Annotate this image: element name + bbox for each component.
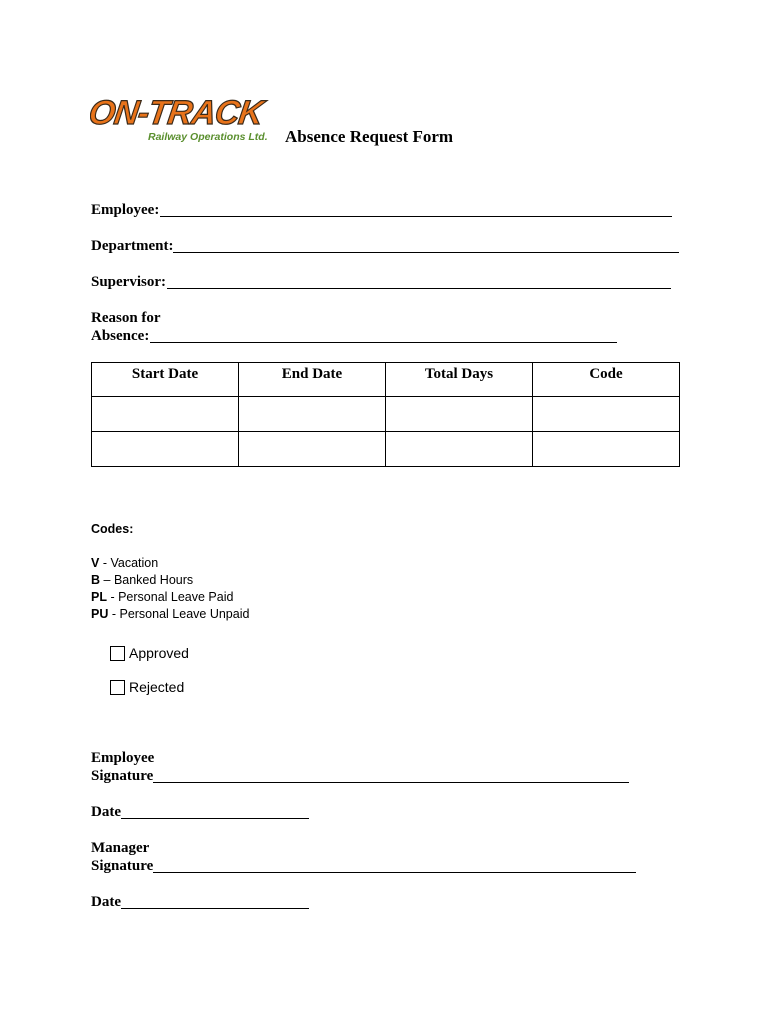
code-key: B: [91, 573, 101, 587]
code-sep: –: [100, 573, 114, 587]
code-desc: Personal Leave Unpaid: [119, 607, 250, 621]
supervisor-label: Supervisor:: [91, 274, 166, 290]
manager-signature-label-line1: Manager: [91, 840, 150, 856]
rejected-label: Rejected: [129, 679, 185, 695]
table-row: [92, 397, 680, 432]
header-total-days: Total Days: [386, 363, 533, 397]
cell-end-date[interactable]: [239, 432, 386, 467]
code-sep: -: [99, 556, 111, 570]
code-key: PU: [91, 607, 109, 621]
rejected-checkbox[interactable]: [110, 680, 125, 695]
code-item-vacation: [91, 555, 249, 572]
svg-text:Railway Operations Ltd.: Railway Operations Ltd.: [148, 131, 268, 143]
department-label: Department:: [91, 238, 174, 254]
header-start-date: Start Date: [92, 363, 239, 397]
employee-signature-label-line2: Signature: [91, 768, 154, 784]
code-key: V: [91, 556, 100, 570]
header-end-date: End Date: [239, 363, 386, 397]
reason-input-line[interactable]: [150, 342, 617, 343]
code-sep: -: [108, 607, 120, 621]
approved-label: Approved: [129, 645, 189, 661]
reason-label-line1: Reason for: [91, 310, 161, 326]
supervisor-input-line[interactable]: [167, 288, 671, 289]
employee-signature-line[interactable]: [153, 782, 629, 783]
table-row: [92, 432, 680, 467]
date-label: Date: [91, 804, 121, 820]
cell-start-date[interactable]: [92, 397, 239, 432]
code-item-personal-leave-unpaid: [91, 606, 249, 623]
code-desc: Personal Leave Paid: [118, 590, 234, 604]
cell-end-date[interactable]: [239, 397, 386, 432]
manager-signature-line[interactable]: [153, 872, 636, 873]
svg-text:ON-TRACK: ON-TRACK: [90, 94, 265, 132]
reason-label-line2: Absence:: [91, 328, 150, 344]
rejected-checkbox-row[interactable]: [110, 679, 184, 695]
date-label: Date: [91, 894, 121, 910]
code-item-personal-leave-paid: [91, 589, 249, 606]
cell-total-days[interactable]: [386, 432, 533, 467]
on-track-logo-graphic: [90, 92, 285, 144]
code-key: PL: [91, 590, 107, 604]
employee-input-line[interactable]: [160, 216, 672, 217]
form-title: Absence Request Form: [285, 127, 454, 146]
codes-legend: [91, 522, 249, 623]
employee-signature-label-line1: Employee: [91, 750, 155, 766]
table-header-row: [92, 363, 680, 397]
cell-total-days[interactable]: [386, 397, 533, 432]
codes-title: Codes:: [91, 522, 134, 536]
cell-code[interactable]: [533, 397, 680, 432]
manager-signature-label-line2: Signature: [91, 858, 154, 874]
header-code: Code: [533, 363, 680, 397]
code-desc: Vacation: [110, 556, 159, 570]
department-input-line[interactable]: [173, 252, 679, 253]
manager-date-line[interactable]: [121, 908, 309, 909]
code-desc: Banked Hours: [113, 573, 194, 587]
code-item-banked-hours: [91, 572, 249, 589]
cell-start-date[interactable]: [92, 432, 239, 467]
code-sep: -: [106, 590, 119, 604]
approved-checkbox[interactable]: [110, 646, 125, 661]
cell-code[interactable]: [533, 432, 680, 467]
employee-date-line[interactable]: [121, 818, 309, 819]
company-logo: [90, 92, 285, 144]
approved-checkbox-row[interactable]: [110, 645, 189, 661]
employee-label: Employee:: [91, 202, 160, 218]
absence-dates-table: [91, 362, 680, 467]
